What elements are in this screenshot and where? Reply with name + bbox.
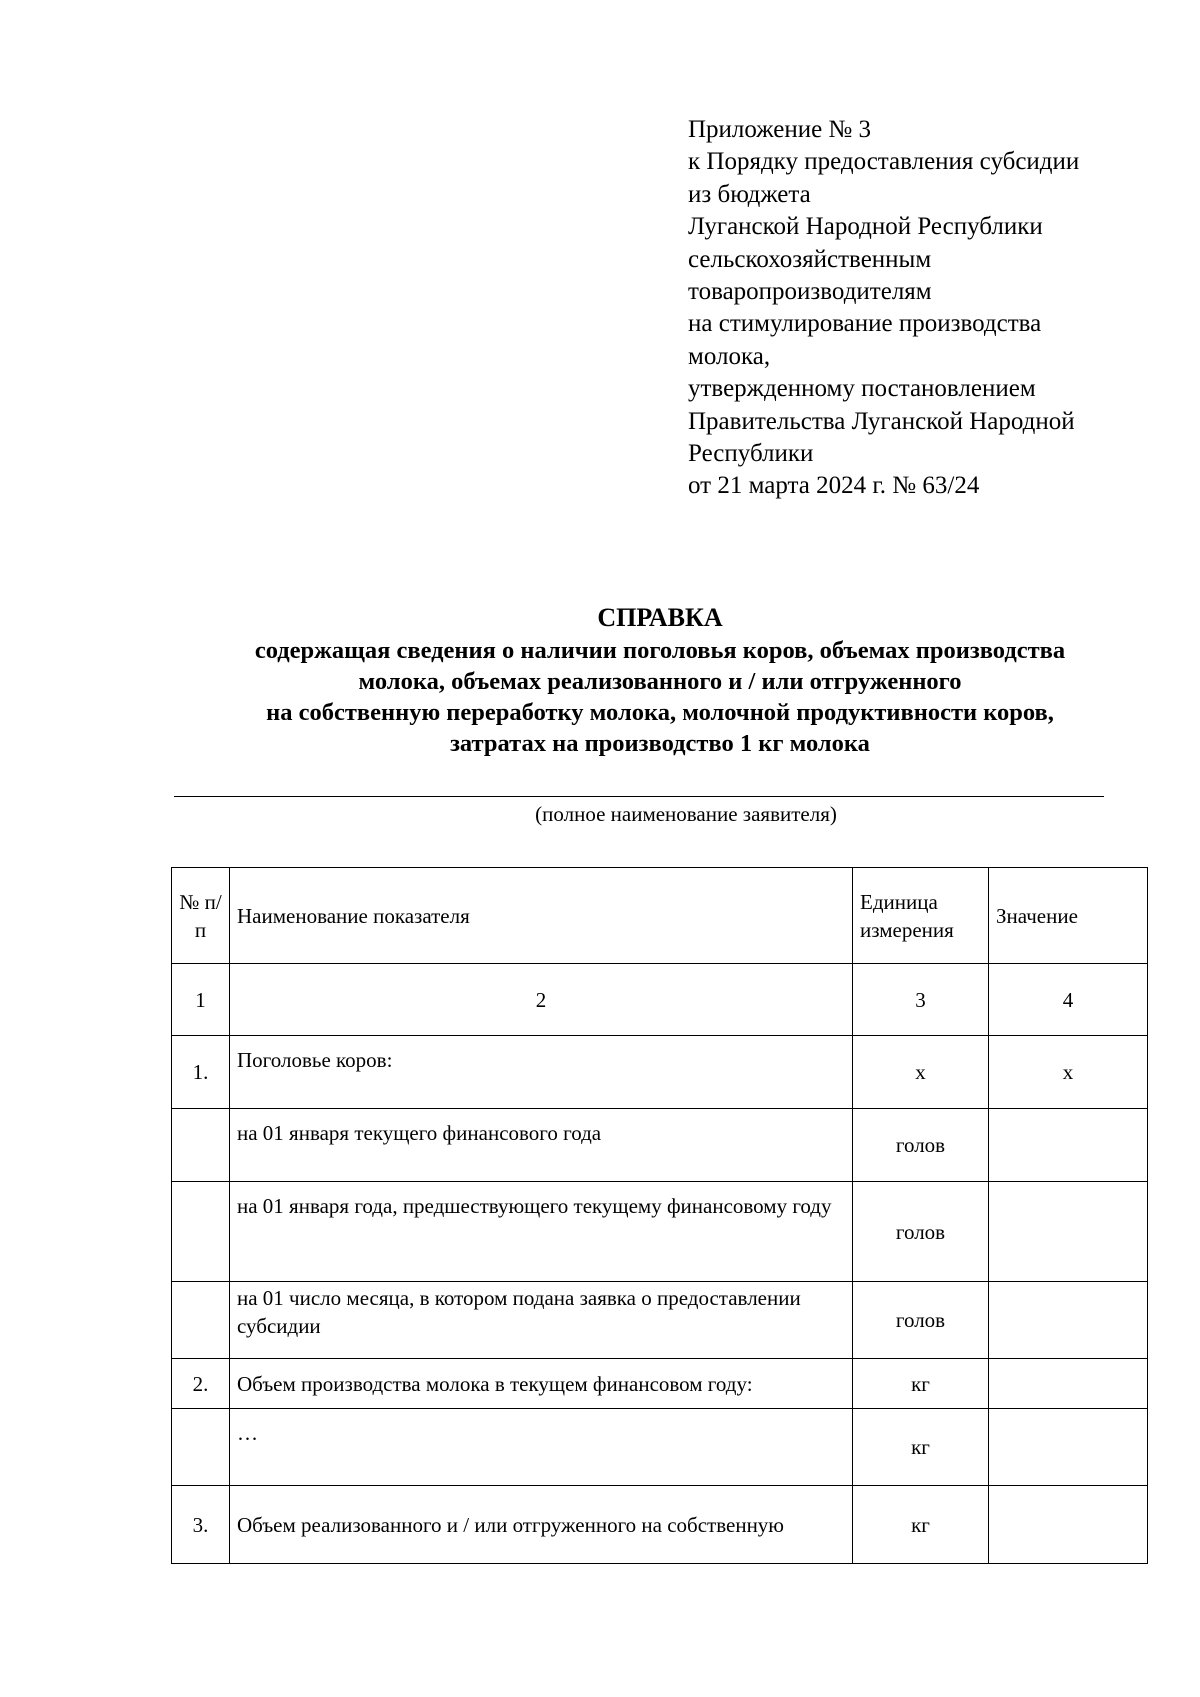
row-unit: голов — [853, 1109, 989, 1182]
appendix-line: товаропроизводителям — [688, 278, 932, 306]
title-subline: содержащая сведения о наличии поголовья коров, объемах производства — [254, 637, 1066, 664]
applicant-name-line — [174, 796, 1104, 797]
row-unit: голов — [853, 1282, 989, 1359]
row-num — [172, 1109, 230, 1182]
column-number: 1 — [172, 964, 230, 1036]
table-row — [172, 1359, 1148, 1409]
row-num: 3. — [172, 1486, 230, 1564]
header-num: № п/п — [172, 868, 230, 964]
appendix-line: Луганской Народной Республики — [688, 213, 1043, 241]
row-name: на 01 января года, предшествующего текущему финансовому году — [230, 1182, 853, 1282]
row-unit: кг — [853, 1359, 989, 1409]
row-unit: кг — [853, 1486, 989, 1564]
title-main: СПРАВКА — [597, 603, 723, 632]
appendix-line: сельскохозяйственным — [688, 245, 932, 273]
table-row — [172, 1409, 1148, 1486]
column-number: 3 — [853, 964, 989, 1036]
appendix-line: из бюджета — [688, 180, 811, 208]
row-num — [172, 1182, 230, 1282]
header-unit: Единица измерения — [853, 868, 989, 964]
table-row — [172, 1109, 1148, 1182]
applicant-caption: (полное наименование заявителя) — [535, 802, 837, 826]
row-name: на 01 января текущего финансового года — [230, 1109, 853, 1182]
column-number: 4 — [989, 964, 1148, 1036]
row-unit: кг — [853, 1409, 989, 1486]
row-num — [172, 1409, 230, 1486]
row-num: 1. — [172, 1036, 230, 1109]
table-row — [172, 1182, 1148, 1282]
table-row — [172, 1486, 1148, 1564]
row-name: на 01 число месяца, в котором подана заявка о предоставлении субсидии — [230, 1282, 853, 1359]
row-name: Поголовье коров: — [230, 1036, 853, 1109]
header-name: Наименование показателя — [230, 868, 853, 964]
row-value — [989, 1182, 1148, 1282]
table-header-row — [172, 868, 1148, 964]
title-subline: молока, объемах реализованного и / или отгруженного — [358, 668, 962, 695]
row-value — [989, 1109, 1148, 1182]
appendix-line: к Порядку предоставления субсидии — [688, 148, 1080, 176]
row-name: … — [230, 1409, 853, 1486]
appendix-note — [688, 114, 1168, 503]
title-subline: затратах на производство 1 кг молока — [450, 730, 870, 757]
appendix-line: от 21 марта 2024 г. № 63/24 — [688, 472, 980, 500]
column-number: 2 — [230, 964, 853, 1036]
row-value — [989, 1486, 1148, 1564]
column-number-row — [172, 964, 1148, 1036]
header-value: Значение — [989, 868, 1148, 964]
row-unit: голов — [853, 1182, 989, 1282]
row-num — [172, 1282, 230, 1359]
appendix-line: утвержденному постановлением — [688, 375, 1036, 403]
row-unit: х — [853, 1036, 989, 1109]
row-num: 2. — [172, 1359, 230, 1409]
row-name: Объем производства молока в текущем финансовом году: — [230, 1359, 853, 1409]
appendix-line: молока, — [688, 342, 771, 370]
document-title — [130, 601, 1190, 759]
table-row — [172, 1036, 1148, 1109]
row-value — [989, 1359, 1148, 1409]
row-value — [989, 1282, 1148, 1359]
table-row — [172, 1282, 1148, 1359]
appendix-line: на стимулирование производства — [688, 310, 1042, 338]
appendix-line: Правительства Луганской Народной — [688, 407, 1075, 435]
indicators-table — [171, 867, 1148, 1564]
appendix-line: Приложение № 3 — [688, 116, 872, 143]
row-value — [989, 1409, 1148, 1486]
title-subline: на собственную переработку молока, молочной продуктивности коров, — [266, 699, 1054, 726]
row-value: х — [989, 1036, 1148, 1109]
appendix-line: Республики — [688, 440, 814, 468]
row-name: Объем реализованного и / или отгруженного на собственную — [230, 1486, 853, 1564]
